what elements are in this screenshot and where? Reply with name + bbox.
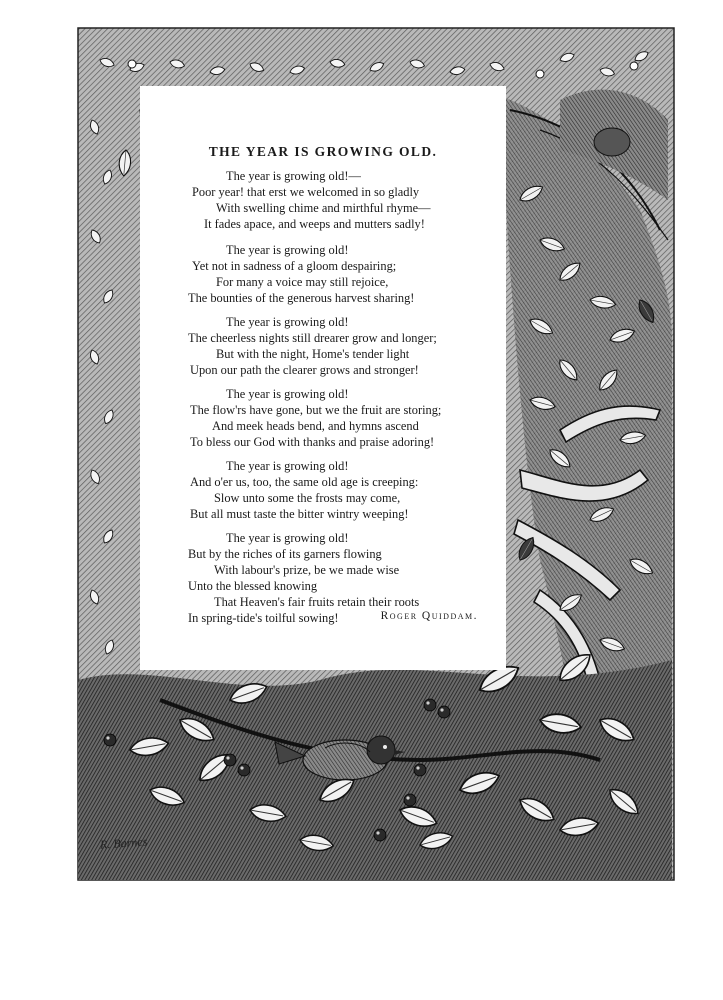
poem-line: But with the night, Home's tender light [216,347,410,361]
poem-line: The year is growing old! [226,387,349,401]
poem-line: The year is growing old! [226,459,349,473]
poem-line: The year is growing old! [226,315,349,329]
poem-line: The year is growing old!— [226,169,361,183]
poem-line: Yet not in sadness of a gloom despairing; [192,259,397,273]
poem-line: Unto the blessed knowing [188,579,318,593]
poem-line: The bounties of the generous harvest sharing! [188,291,415,305]
author-signature: Roger Quiddam. [380,610,478,622]
poem-line: And o'er us, too, the same old age is creeping: [190,475,419,489]
poem-line: The year is growing old! [226,243,349,257]
poem-line: And meek heads bend, and hymns ascend [212,419,419,433]
poem-line: With swelling chime and mirthful rhyme— [216,201,431,215]
poem-line: The year is growing old! [226,531,349,545]
poem-line: With labour's prize, be we made wise [214,563,400,577]
poem-line: Poor year! that erst we welcomed in so gladly [192,185,420,199]
poem-line: But by the riches of its garners flowing [188,547,382,561]
poem-line: That Heaven's fair fruits retain their roots [214,595,420,609]
artist-mark: R. Barnes [99,834,148,852]
poem-line: But all must taste the bitter wintry weeping! [190,507,409,521]
poem-title: THE YEAR IS GROWING OLD. [208,144,438,159]
poem-line: In spring-tide's toilful sowing! [188,611,339,625]
poem-line: The flow'rs have gone, but we the fruit are storing; [190,403,442,417]
poem-line: The cheerless nights still drearer grow and longer; [188,331,437,345]
poem-panel [140,86,506,670]
poem-line: Upon our path the clearer grows and stronger! [190,363,419,377]
poem-line: Slow unto some the frosts may come, [214,491,401,505]
poem-line: To bless our God with thanks and praise adoring! [190,435,435,449]
poem-line: For many a voice may still rejoice, [216,275,389,289]
poem-line: It fades apace, and weeps and mutters sadly! [204,217,425,231]
